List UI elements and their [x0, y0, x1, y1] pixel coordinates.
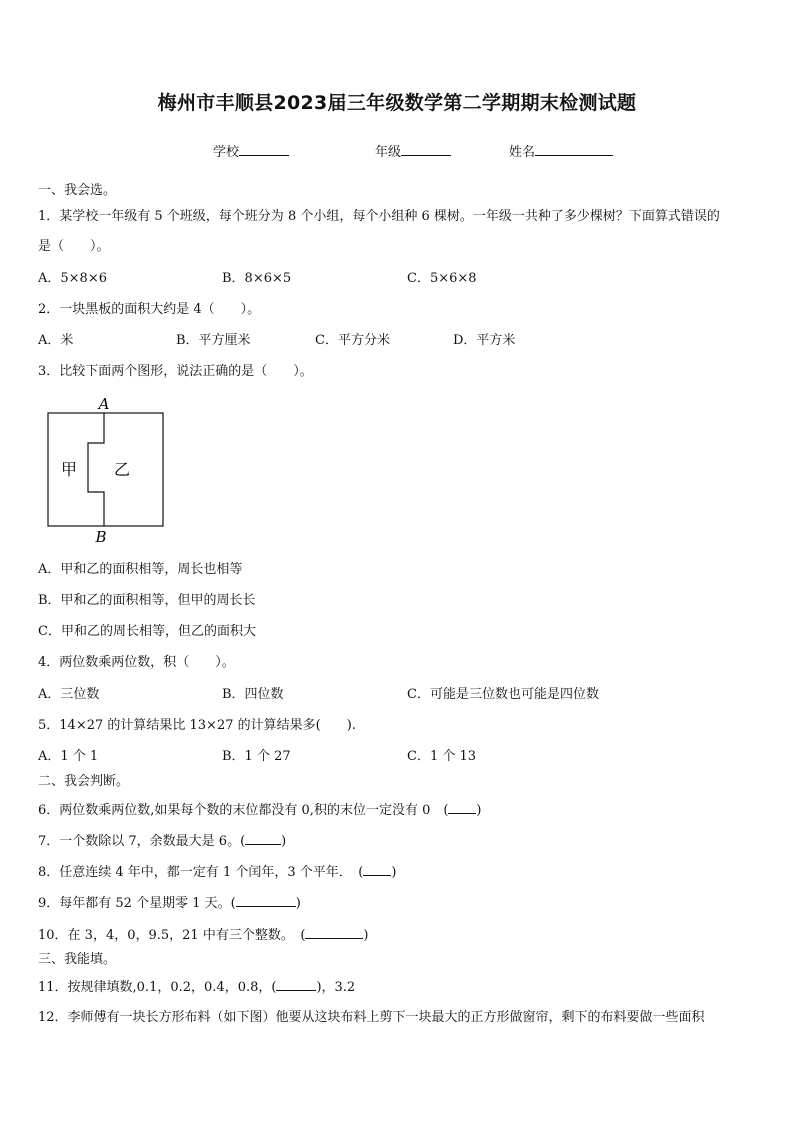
question-7-text: 7．一个数除以 7，余数最大是 6。( — [38, 834, 246, 849]
question-5-stem: 5．14×27 的计算结果比 13×27 的计算结果多( ). — [38, 718, 356, 733]
question-4-option-c[interactable]: C．可能是三位数也可能是四位数 — [407, 687, 599, 702]
question-4-stem: 4．两位数乘两位数，积（ ）。 — [38, 655, 235, 670]
name-blank[interactable] — [535, 141, 613, 156]
question-1-stem-line1: 1．某学校一年级有 5 个班级，每个班分为 8 个小组，每个小组种 6 棵树。一年级一共种了多少棵树？下面算式错误的 — [38, 209, 720, 224]
figure-divider-line — [88, 413, 104, 526]
question-9-answer-blank[interactable] — [236, 893, 296, 907]
page-title: 梅州市丰顺县2023届三年级数学第二学期期末检测试题 — [157, 92, 637, 114]
school-label: 学校 — [213, 145, 240, 160]
grade-field[interactable] — [375, 141, 451, 162]
question-8-paren-close: ) — [391, 865, 397, 880]
question-8-text: 8．任意连续 4 年中，都一定有 1 个闰年，3 个平年． ( — [38, 865, 364, 880]
question-3-option-c[interactable]: C．甲和乙的周长相等，但乙的面积大 — [38, 624, 256, 639]
section-heading-2: 二、我会判断。 — [38, 774, 130, 789]
question-10-answer-blank[interactable] — [305, 925, 363, 939]
school-field[interactable] — [213, 141, 289, 162]
question-2-stem: 2．一块黑板的面积大约是 4（ ）。 — [38, 302, 261, 317]
question-3-figure — [40, 394, 170, 546]
question-6-paren-close: ) — [476, 803, 482, 818]
question-4-option-b[interactable]: B．四位数 — [222, 687, 284, 702]
question-2-option-a[interactable]: A．米 — [38, 333, 74, 348]
question-9-paren-close: ) — [295, 896, 301, 911]
question-6-answer-blank[interactable] — [448, 800, 476, 814]
question-1-option-a[interactable]: A．5×8×6 — [38, 271, 107, 286]
question-3-option-a[interactable]: A．甲和乙的面积相等，周长也相等 — [38, 562, 243, 577]
question-2-option-c[interactable]: C．平方分米 — [315, 333, 390, 348]
question-7-answer-blank[interactable] — [245, 831, 281, 845]
school-blank[interactable] — [239, 141, 289, 156]
question-11-answer-blank[interactable] — [276, 977, 316, 991]
question-5-option-c[interactable]: C．1 个 13 — [407, 749, 477, 764]
question-1-stem-line2: 是（ ）。 — [38, 239, 110, 254]
question-3-stem: 3．比较下面两个图形，说法正确的是（ ）。 — [38, 364, 313, 379]
question-1-option-b[interactable]: B．8×6×5 — [222, 271, 292, 286]
section-heading-1: 一、我会选。 — [38, 183, 117, 198]
question-11 — [38, 977, 355, 997]
question-9-text: 9．每年都有 52 个星期零 1 天。( — [38, 896, 236, 911]
question-3-option-b[interactable]: B．甲和乙的面积相等，但甲的周长长 — [38, 593, 256, 608]
grade-label: 年级 — [375, 145, 402, 160]
question-8 — [38, 862, 396, 882]
figure-label-bottom: B — [95, 528, 107, 546]
name-field[interactable] — [509, 141, 613, 162]
question-2-option-b[interactable]: B．平方厘米 — [176, 333, 251, 348]
name-label: 姓名 — [509, 145, 536, 160]
question-7 — [38, 831, 286, 851]
question-1-option-c[interactable]: C．5×6×8 — [407, 271, 477, 286]
question-12-stem: 12．李师傅有一块长方形布料（如下图）他要从这块布料上剪下一块最大的正方形做窗帘，剩下的布料要做一些面积 — [38, 1010, 705, 1025]
question-10-text: 10．在 3，4，0，9.5，21 中有三个整数。 ( — [38, 928, 306, 943]
question-5-option-a[interactable]: A．1 个 1 — [38, 749, 99, 764]
question-10-paren-close: ) — [363, 928, 369, 943]
question-4-option-a[interactable]: A．三位数 — [38, 687, 100, 702]
figure-label-right: 乙 — [113, 460, 131, 479]
figure-label-left: 甲 — [60, 460, 78, 479]
grade-blank[interactable] — [401, 141, 451, 156]
question-6-text: 6．两位数乘两位数,如果每个数的末位都没有 0,积的末位一定没有 0 ( — [38, 803, 449, 818]
question-11-text: 11．按规律填数,0.1，0.2，0.4，0.8，( — [38, 980, 277, 995]
question-2-option-d[interactable]: D．平方米 — [453, 333, 516, 348]
question-6 — [38, 800, 482, 820]
question-9 — [38, 893, 301, 913]
question-5-option-b[interactable]: B．1 个 27 — [222, 749, 291, 764]
question-7-paren-close: ) — [281, 834, 287, 849]
question-8-answer-blank[interactable] — [363, 862, 391, 876]
question-10 — [38, 925, 369, 945]
question-11-tail: )，3.2 — [316, 980, 356, 995]
figure-label-top: A — [98, 395, 110, 413]
section-heading-3: 三、我能填。 — [38, 952, 117, 967]
